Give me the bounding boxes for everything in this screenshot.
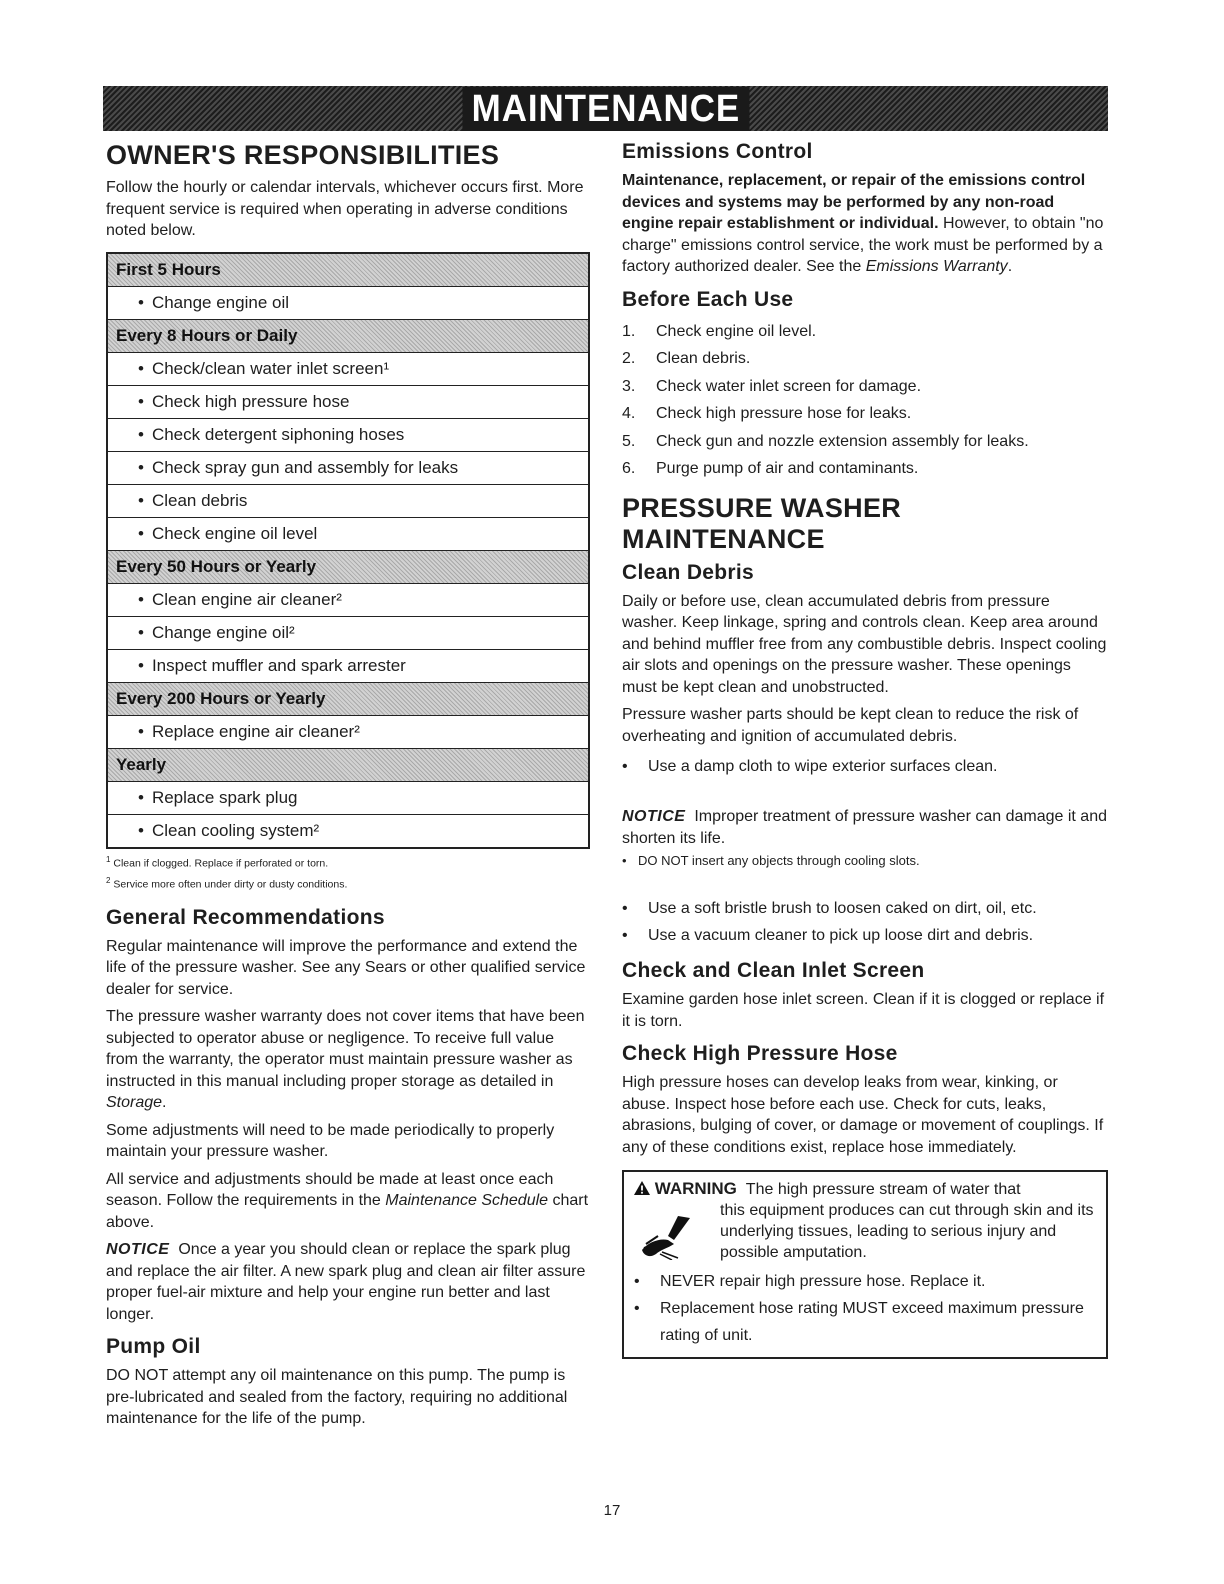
notice-label: NOTICE: [106, 1241, 170, 1258]
list-item: • Use a vacuum cleaner to pick up loose dirt and debris.: [622, 922, 1108, 949]
warning-heading-line: WARNING The high pressure stream of water that: [634, 1178, 1096, 1200]
hose-text: High pressure hoses can develop leaks from wear, kinking, or abuse. Inspect hose before each use. Check for cuts, leaks, abrasions, bulging of cover, or damage or movement of couplings. If any of these conditions exist, replace hose immediately.: [622, 1074, 1104, 1156]
schedule-interval-header: Every 50 Hours or Yearly: [108, 551, 588, 584]
general-p4: All service and adjustments should be made at least once each season. Follow the requirements in the Maintenance Schedule chart above.: [106, 1170, 589, 1231]
general-notice: NOTICE Once a year you should clean or replace the spark plug and replace the air filter. A new spark plug and clean air filter assure proper fuel-air mixture and help your engine run better and last longer.: [106, 1241, 586, 1323]
list-item: • DO NOT insert any objects through cooling slots.: [622, 851, 1108, 871]
clean-debris-list-1: [622, 753, 1108, 780]
general-p2: The pressure washer warranty does not cover items that have been subjected to operator abuse or negligence. To receive full value from the warranty, the operator must maintain pressure washer as instructed in this manual including proper storage as detailed in Storage.: [106, 1008, 585, 1111]
footnote-2: $^2$ Service more often under dirty or dusty conditions.: [106, 876, 348, 891]
clean-debris-p1: Daily or before use, clean accumulated debris from pressure washer. Keep linkage, spring and controls clean. Keep area around and behind muffler free from any combustible debris. Inspect cooling air slots and openings on the pressure washer. These openings must be kept clean and unobstructed.: [622, 592, 1107, 696]
schedule-interval-header: Every 8 Hours or Daily: [108, 320, 588, 353]
schedule-interval-header: First 5 Hours: [108, 254, 588, 287]
pump-oil-text: DO NOT attempt any oil maintenance on this pump. The pump is pre-lubricated and sealed from the factory, requiring no additional maintenance for the life of the pump.: [106, 1367, 568, 1427]
table-row: • Change engine oil: [108, 287, 588, 320]
emissions-text: Maintenance, replacement, or repair of the emissions control devices and systems may be performed by any non-road engine repair establishment or individual. However, to obtain "no charge" emissions control service, the work must be performed by a factory authorized dealer. See the Emissions Warranty.: [622, 172, 1104, 275]
table-row: • Replace engine air cleaner²: [108, 716, 588, 749]
schedule-interval-header: Yearly: [108, 749, 588, 782]
list-item: 6. Purge pump of air and contaminants.: [622, 460, 919, 477]
general-p3: Some adjustments will need to be made periodically to properly maintain your pressure washer.: [106, 1121, 555, 1160]
warning-box: [622, 1170, 1108, 1359]
list-item: 3. Check water inlet screen for damage.: [622, 377, 922, 395]
table-row: • Clean debris: [108, 485, 588, 518]
notice-list: [622, 851, 1108, 871]
table-row: • Check spray gun and assembly for leaks: [108, 452, 588, 485]
table-row: • Check high pressure hose: [108, 386, 588, 419]
general-p1: Regular maintenance will improve the performance and extend the life of the pressure washer. See any Sears or other qualified service dealer for service.: [106, 937, 586, 998]
list-item: • Use a soft bristle brush to loosen caked on dirt, oil, etc.: [622, 895, 1108, 922]
before-use-list: [622, 318, 1108, 483]
general-heading: General Recommendations: [106, 905, 385, 929]
table-row: • Check/clean water inlet screen¹: [108, 353, 588, 386]
clean-debris-p2: Pressure washer parts should be kept clean to reduce the risk of overheating and ignition of accumulated debris.: [622, 706, 1079, 745]
list-item: 1. Check engine oil level.: [622, 322, 817, 340]
pump-oil-heading: Pump Oil: [106, 1335, 201, 1358]
clean-debris-list-2: [622, 895, 1108, 949]
page-banner: [103, 86, 1108, 131]
notice-label: NOTICE: [622, 808, 686, 825]
list-item: 2. Clean debris.: [622, 350, 751, 367]
high-pressure-spray-hand-icon: [638, 1214, 700, 1260]
left-column: [106, 140, 590, 1436]
table-row: • Check detergent siphoning hoses: [108, 419, 588, 452]
table-row: • Change engine oil²: [108, 617, 588, 650]
owners-heading: OWNER'S RESPONSIBILITIES: [106, 140, 500, 170]
list-item: • NEVER repair high pressure hose. Replace it.: [634, 1268, 1096, 1295]
maintenance-schedule-table: [106, 252, 590, 849]
before-use-heading: Before Each Use: [622, 287, 794, 311]
list-item: • Use a damp cloth to wipe exterior surfaces clean.: [622, 753, 1108, 780]
hose-heading: Check High Pressure Hose: [622, 1042, 898, 1065]
list-item: 5. Check gun and nozzle extension assembly for leaks.: [622, 432, 1029, 450]
inlet-screen-heading: Check and Clean Inlet Screen: [622, 959, 925, 982]
clean-debris-notice: NOTICE Improper treatment of pressure washer can damage it and shorten its life.: [622, 808, 1107, 847]
table-row: • Replace spark plug: [108, 782, 588, 815]
footnote-1: $^1$ Clean if clogged. Replace if perforated or torn.: [106, 854, 329, 869]
table-row: • Clean cooling system²: [108, 815, 588, 847]
right-column: [622, 140, 1108, 1359]
warning-triangle-icon: [634, 1181, 650, 1195]
pw-maintenance-heading: PRESSURE WASHER MAINTENANCE: [622, 492, 902, 554]
table-row: • Inspect muffler and spark arrester: [108, 650, 588, 683]
warning-body: this equipment produces can cut through skin and its underlying tissues, leading to serious injury and possible amputation.: [720, 1202, 1094, 1261]
emissions-heading: Emissions Control: [622, 140, 813, 163]
inlet-screen-text: Examine garden hose inlet screen. Clean if it is clogged or replace if it is torn.: [622, 991, 1105, 1030]
warning-list: [634, 1268, 1096, 1349]
schedule-interval-header: Every 200 Hours or Yearly: [108, 683, 588, 716]
page-number: 17: [603, 1502, 621, 1519]
banner-title: MAINTENANCE: [462, 87, 749, 131]
clean-debris-heading: Clean Debris: [622, 560, 754, 584]
warning-label: WARNING: [634, 1179, 737, 1198]
list-item: 4. Check high pressure hose for leaks.: [622, 405, 912, 422]
owners-intro: Follow the hourly or calendar intervals, whichever occurs first. More frequent service is required when operating in adverse conditions noted below.: [106, 179, 584, 239]
table-row: • Check engine oil level: [108, 518, 588, 551]
table-row: • Clean engine air cleaner²: [108, 584, 588, 617]
list-item: • Replacement hose rating MUST exceed maximum pressure rating of unit.: [634, 1295, 1096, 1349]
